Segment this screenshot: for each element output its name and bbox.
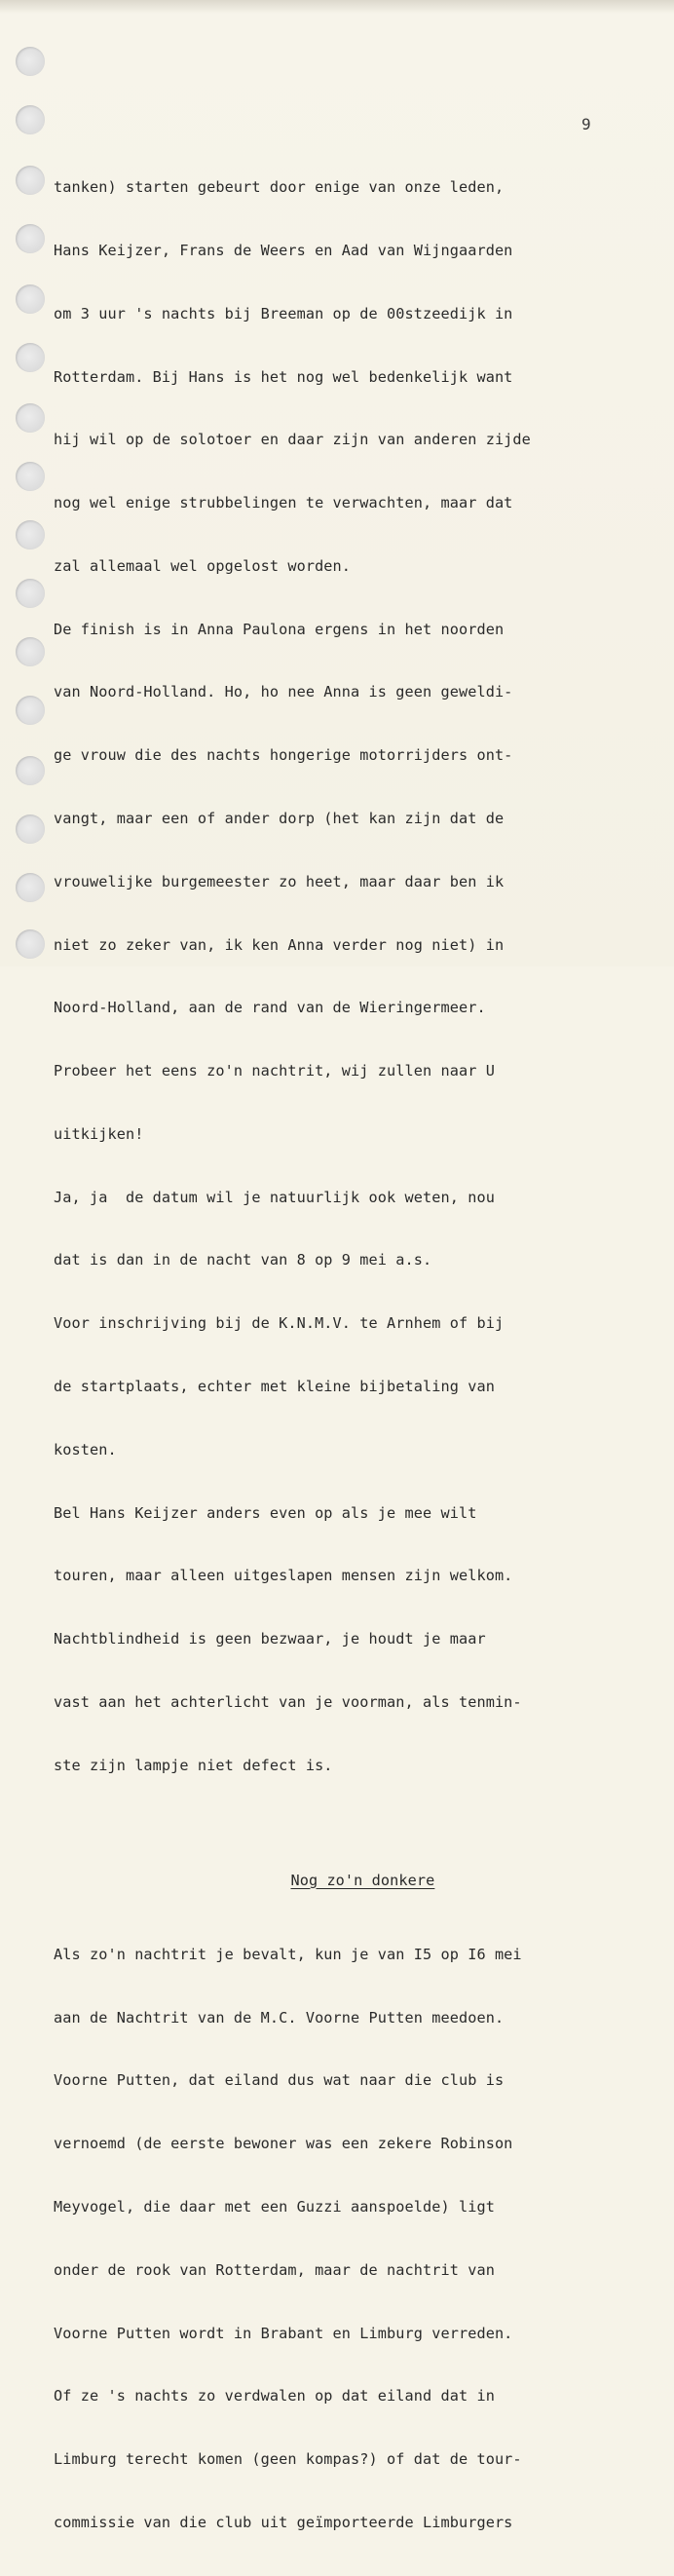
binder-hole <box>16 696 45 725</box>
text-line: Ja, ja de datum wil je natuurlijk ook weten, nou <box>54 1188 495 1206</box>
body-text <box>54 135 667 2576</box>
text-line: ste zijn lampje niet defect is. <box>54 1756 333 1774</box>
binder-hole <box>16 873 45 902</box>
text-line: Probeer het eens zo'n nachtrit, wij zullen naar U <box>54 1062 495 1080</box>
text-line: uitkijken! <box>54 1124 144 1143</box>
text-line: om 3 uur 's nachts bij Breeman op de 00stzeedijk in <box>54 304 513 322</box>
binder-hole <box>16 756 45 785</box>
text-line: vangt, maar een of ander dorp (het kan zijn dat de <box>54 810 505 827</box>
binder-hole <box>16 47 45 76</box>
text-line: vrouwelijke burgemeester zo heet, maar daar ben ik <box>54 872 505 890</box>
page-top-edge <box>0 0 674 14</box>
text-line: Als zo'n nachtrit je bevalt, kun je van I5 op I6 mei <box>54 1945 522 1963</box>
text-line: van Noord-Holland. Ho, ho nee Anna is geen geweldi- <box>54 683 513 701</box>
section-heading-row <box>54 1839 667 1889</box>
text-line: Rotterdam. Bij Hans is het nog wel bedenkelijk want <box>54 367 513 386</box>
text-line: touren, maar alleen uitgeslapen mensen zijn welkom. <box>54 1567 513 1585</box>
text-line: Limburg terecht komen (geen kompas?) of dat de tour- <box>54 2450 522 2469</box>
text-line: dat is dan in de nacht van 8 op 9 mei a.s. <box>54 1251 432 1269</box>
text-line: Voorne Putten wordt in Brabant en Limburg verreden. <box>54 2324 513 2342</box>
text-line: vernoemd (de eerste bewoner was een zekere Robinson <box>54 2135 513 2153</box>
text-line: Meyvogel, die daar met een Guzzi aanspoelde) ligt <box>54 2198 495 2216</box>
text-line: Bel Hans Keijzer anders even op als je mee wilt <box>54 1503 477 1522</box>
section-heading: Nog zo'n donkere <box>290 1871 435 1889</box>
text-line: niet zo zeker van, ik ken Anna verder nog niet) in <box>54 935 505 954</box>
binder-hole <box>16 462 45 491</box>
text-line: tanken) starten gebeurt door enige van onze leden, <box>54 178 505 197</box>
binder-hole <box>16 579 45 608</box>
text-line: onder de rook van Rotterdam, maar de nachtrit van <box>54 2260 495 2279</box>
text-line: Voor inschrijving bij de K.N.M.V. te Arnhem of bij <box>54 1314 505 1333</box>
binder-hole <box>16 343 45 372</box>
text-line: Voorne Putten, dat eiland dus wat naar die club is <box>54 2071 505 2090</box>
page-number: 9 <box>581 115 591 133</box>
text-line: nog wel enige strubbelingen te verwachten, maar dat <box>54 494 513 512</box>
binder-hole <box>16 929 45 959</box>
text-line: ge vrouw die des nachts hongerige motorrijders ont- <box>54 746 513 765</box>
binder-hole <box>16 520 45 549</box>
binder-hole <box>16 637 45 666</box>
text-line: vast aan het achterlicht van je voorman, als tenmin- <box>54 1692 522 1711</box>
binder-hole <box>16 403 45 433</box>
text-line: Nachtblindheid is geen bezwaar, je houdt je maar <box>54 1630 486 1648</box>
text-line: hij wil op de solotoer en daar zijn van anderen zijde <box>54 431 531 449</box>
text-line: zal allemaal wel opgelost worden. <box>54 556 352 575</box>
binder-hole <box>16 224 45 253</box>
binder-hole <box>16 814 45 844</box>
binder-hole <box>16 284 45 314</box>
text-line: Of ze 's nachts zo verdwalen op dat eiland dat in <box>54 2387 495 2406</box>
binder-hole <box>16 105 45 134</box>
text-line: Hans Keijzer, Frans de Weers en Aad van Wijngaarden <box>54 241 513 259</box>
text-line: aan de Nachtrit van de M.C. Voorne Putten meedoen. <box>54 2008 505 2027</box>
text-line: kosten. <box>54 1440 117 1458</box>
text-line: commissie van die club uit geïmporteerde Limburgers <box>54 2513 513 2531</box>
binder-hole <box>16 166 45 195</box>
text-line: Noord-Holland, aan de rand van de Wieringermeer. <box>54 999 486 1017</box>
text-line: de startplaats, echter met kleine bijbetaling van <box>54 1378 495 1396</box>
text-line: De finish is in Anna Paulona ergens in het noorden <box>54 620 505 638</box>
